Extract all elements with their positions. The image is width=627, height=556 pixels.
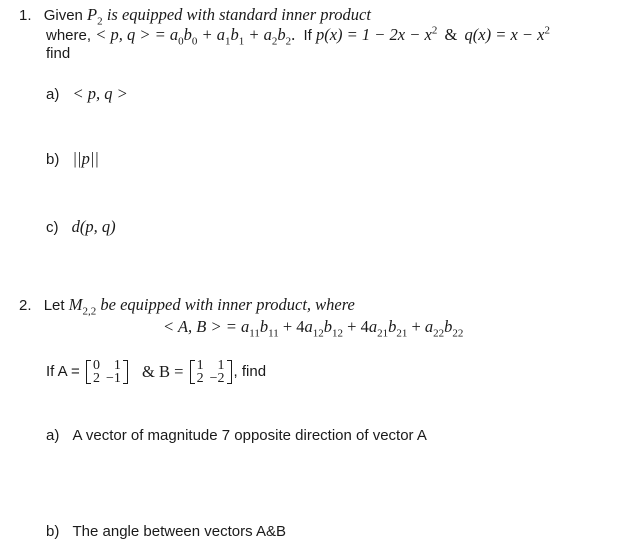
q2-part-b-text: The angle between vectors A&B: [72, 523, 286, 540]
q2-part-a-text: A vector of magnitude 7 opposite direction of vector A: [72, 427, 427, 444]
q1-part-c-label: c): [46, 219, 59, 236]
q1-line-2: [46, 24, 550, 48]
q2-let: Let: [43, 297, 65, 314]
q2-rest: be equipped with inner product, where: [100, 295, 355, 314]
q2-matrices-line: [46, 357, 266, 387]
matrix-b-cell: 2: [196, 371, 204, 387]
q1-if-label: If: [303, 27, 312, 44]
q2-and-b-label: & B =: [142, 362, 184, 382]
q2-inner-product-definition: < A, B > = $a_{11}b_{11} + 4a_{12}b_{12} + 4a_{21}b_{21} + a_{22}b_{22}$: [163, 317, 464, 340]
q1-number: 1.: [19, 7, 32, 24]
q2-comma-find: , find: [233, 363, 267, 381]
q2-part-b-label: b): [46, 523, 60, 540]
q2-part-a-label: a): [46, 427, 60, 444]
matrix-a-cell: 1: [113, 358, 121, 374]
matrix-a-cell: 2: [92, 371, 100, 387]
q1-part-c-expression: d(p, q): [71, 217, 116, 236]
q1-part-a-expression: < p, q >: [72, 84, 128, 103]
q1-find: find: [46, 45, 71, 62]
q2-part-b: [46, 523, 286, 541]
q2-part-a: [46, 427, 427, 445]
q2-line-1: [19, 295, 355, 318]
q1-inner-product-definition: < p, q > = $a_0b_0 + a_1b_1 + a_2b_2$.: [95, 25, 296, 48]
q1-part-b-label: b): [46, 151, 60, 168]
q1-intro: Given: [43, 7, 83, 24]
q1-part-b-expression: ||p||: [72, 149, 99, 168]
q1-part-a: [46, 85, 128, 104]
q1-line-1: [19, 5, 371, 28]
matrix-a-cell: −1: [105, 371, 121, 387]
q1-space: $P_2$: [87, 5, 103, 28]
q1-where-label: where,: [46, 27, 92, 44]
q2-number: 2.: [19, 297, 32, 314]
q1-p-definition: $p(x) = 1 - 2x - x^2$: [315, 24, 438, 44]
matrix-a-cell: 0: [92, 358, 100, 374]
q1-part-c: [46, 218, 116, 237]
q1-q-definition: $q(x) = x - x^2$: [464, 24, 550, 44]
matrix-b: [190, 359, 232, 385]
matrix-b-cell: 1: [217, 358, 225, 374]
q1-ampersand: &: [444, 25, 458, 44]
q2-space: $M_{2,2}$: [68, 295, 97, 318]
q1-part-b: [46, 150, 99, 169]
q2-if-label: If A =: [46, 363, 80, 381]
matrix-a: [86, 359, 128, 385]
q1-part-a-label: a): [46, 86, 60, 103]
matrix-b-cell: 1: [196, 358, 204, 374]
q1-intro-rest: is equipped with standard inner product: [106, 5, 371, 24]
matrix-b-cell: −2: [209, 371, 225, 387]
